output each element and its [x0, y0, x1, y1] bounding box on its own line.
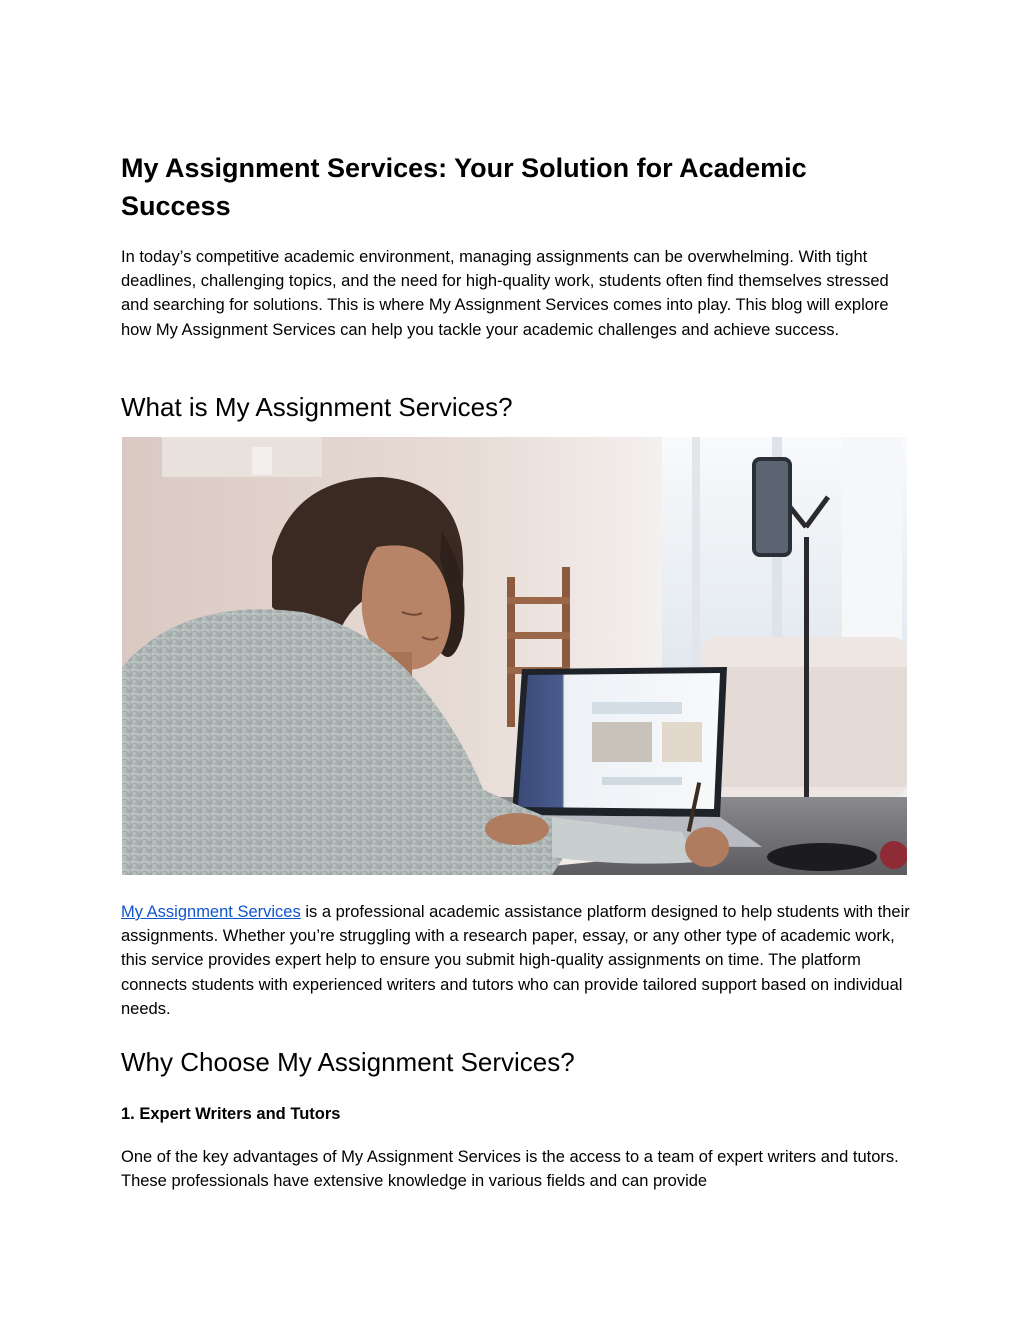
- what-is-paragraph: [121, 900, 911, 1021]
- intro-paragraph: In today’s competitive academic environment, managing assignments can be overwhelming. With tight deadlines, challenging topics, and the need for high-quality work, students often find themselves stressed and searching for solutions. This is where My Assignment Services comes into play. This blog will explore how My Assignment Services can help you tackle your academic challenges and achieve success.: [121, 248, 889, 339]
- article-photo: [122, 437, 907, 875]
- article-title: My Assignment Services: Your Solution for Academic Success: [121, 153, 807, 221]
- section-heading-why-choose: Why Choose My Assignment Services?: [121, 1047, 575, 1077]
- subheading-expert-writers: 1. Expert Writers and Tutors: [121, 1105, 341, 1123]
- section-heading-what-is: What is My Assignment Services?: [121, 392, 513, 422]
- what-is-body: is a professional academic assistance platform designed to help students with their assignments. Whether you’re struggling with a research paper, essay, or any other type of academic work, this service provides expert help to ensure you submit high-quality assignments on time. The platform connects students with experienced writers and tutors who can provide tailored support based on individual needs.: [121, 903, 910, 1018]
- my-assignment-services-link[interactable]: My Assignment Services: [121, 903, 301, 921]
- expert-writers-paragraph: One of the key advantages of My Assignment Services is the access to a team of expert writers and tutors. These professionals have extensive knowledge in various fields and can provide: [121, 1148, 899, 1191]
- photo-illustration: [122, 437, 907, 875]
